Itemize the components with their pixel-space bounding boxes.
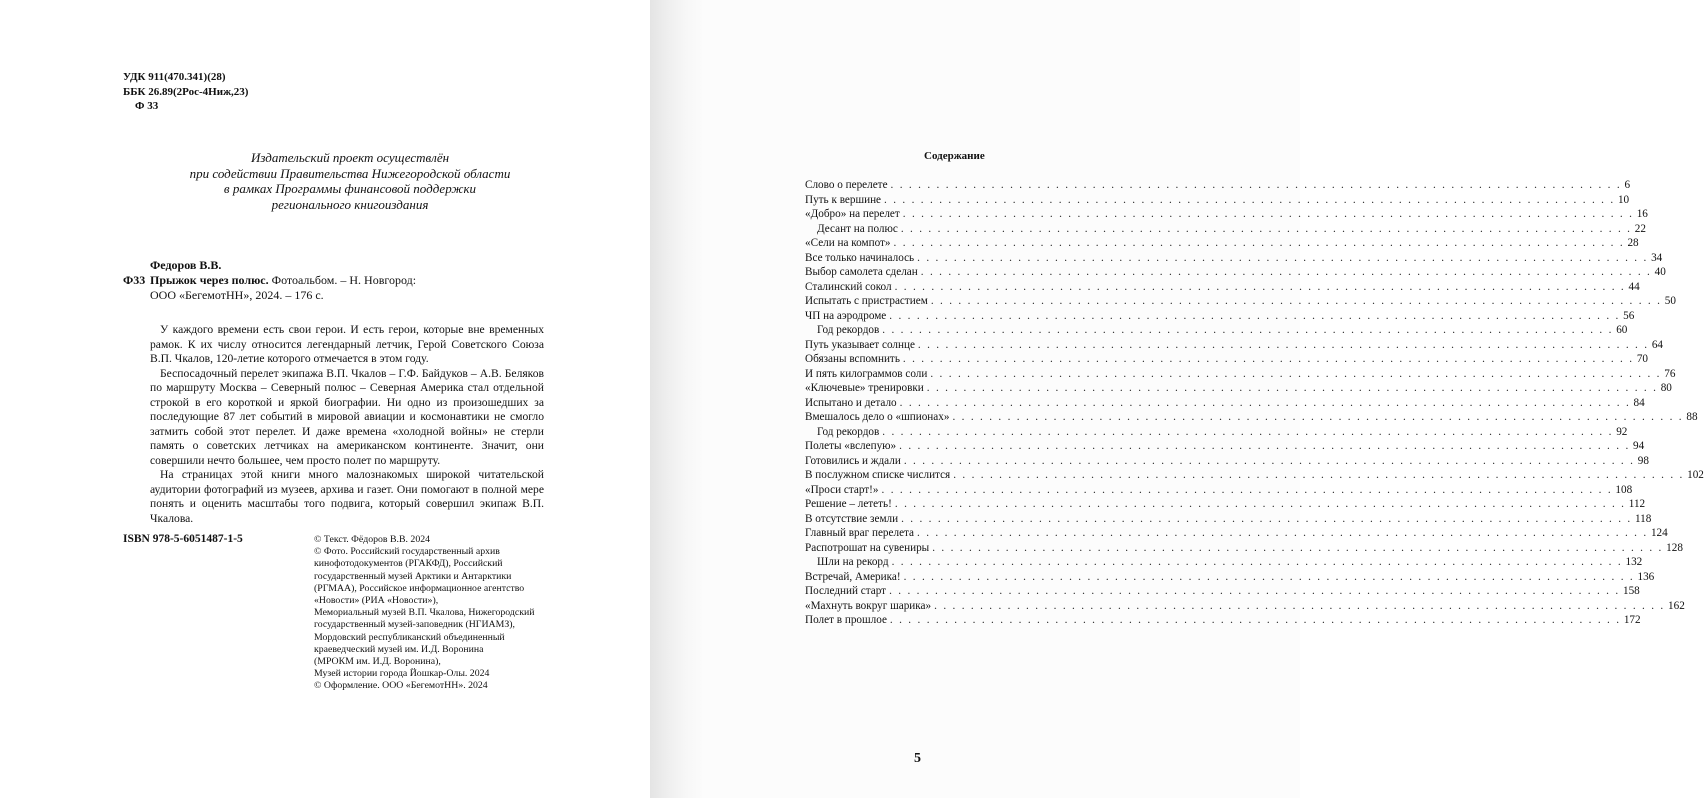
toc-leader-dots: . . . . . . . . . . . . . . . . . . . . . . . . . . . . . . . . . . . . . . . . . . . . . . . . . . . . . . . . . . . . . . . . . . . . . . . . . . . . . . . .	[917, 338, 1649, 351]
project-line: регионального книгоиздания	[271, 196, 429, 212]
toc-item-page: 22	[1634, 222, 1646, 235]
copyright-line: © Оформление. ООО «БегемотНН». 2024	[314, 680, 488, 692]
toc-item	[805, 294, 1676, 309]
toc-item-title: Испытано и детало	[805, 396, 897, 409]
table-of-contents	[805, 178, 1704, 628]
toc-leader-dots: . . . . . . . . . . . . . . . . . . . . . . . . . . . . . . . . . . . . . . . . . . . . . . . . . . . . . . . . . . . . . . . . . . . . . . . . . . . . . . . .	[882, 425, 1614, 438]
toc-item	[805, 367, 1676, 382]
toc-item	[805, 222, 1646, 237]
annotation	[150, 323, 544, 526]
toc-item-title: В отсутствие земли	[805, 512, 899, 525]
toc-item-page: 88	[1686, 411, 1698, 423]
toc-leader-dots: . . . . . . . . . . . . . . . . . . . . . . . . . . . . . . . . . . . . . . . . . . . . . . . . . . . . . . . . . . . . . . . . . . . . . . . . . . . . . . . .	[902, 208, 1634, 220]
toc-leader-dots: . . . . . . . . . . . . . . . . . . . . . . . . . . . . . . . . . . . . . . . . . . . . . . . . . . . . . . . . . . . . . . . . . . . . . . . . . . . . . . . .	[917, 251, 1649, 264]
toc-item	[805, 555, 1643, 570]
isbn: ISBN 978-5-6051487-1-5	[123, 533, 243, 545]
catalog-title: Прыжок через полюс.	[150, 273, 269, 287]
toc-item-page: 10	[1617, 193, 1630, 206]
toc-item-page: 50	[1664, 295, 1676, 307]
toc-item-title: Полеты «вслепую»	[805, 440, 897, 452]
toc-leader-dots: . . . . . . . . . . . . . . . . . . . . . . . . . . . . . . . . . . . . . . . . . . . . . . . . . . . . . . . . . . . . . . . . . . . . . . . . . . . . . . . .	[920, 266, 1652, 278]
copyright-line: государственный музей Арктики и Антарктики	[314, 570, 512, 582]
toc-leader-dots: . . . . . . . . . . . . . . . . . . . . . . . . . . . . . . . . . . . . . . . . . . . . . . . . . . . . . . . . . . . . . . . . . . . . . . . . . . . . . . . .	[899, 396, 1631, 409]
toc-item-page: 44	[1628, 280, 1640, 293]
toc-item-page: 28	[1627, 237, 1639, 249]
toc-item-title: ЧП на аэродроме	[805, 309, 887, 322]
toc-item-title: «Ключевые» тренировки	[805, 382, 924, 394]
toc-item-title: Последний старт	[805, 585, 887, 597]
author-mark: Ф 33	[135, 100, 159, 112]
toc-item	[805, 396, 1645, 411]
toc-leader-dots: . . . . . . . . . . . . . . . . . . . . . . . . . . . . . . . . . . . . . . . . . . . . . . . . . . . . . . . . . . . . . . . . . . . . . . . . . . . . . . . .	[881, 483, 1613, 496]
toc-leader-dots: . . . . . . . . . . . . . . . . . . . . . . . . . . . . . . . . . . . . . . . . . . . . . . . . . . . . . . . . . . . . . . . . . . . . . . . . . . . . . . . .	[894, 280, 1626, 293]
copyright-line: Мемориальный музей В.П. Чкалова, Нижегородский	[314, 607, 535, 619]
catalog-code: Ф33	[123, 273, 146, 287]
left-page	[0, 0, 650, 798]
toc-leader-dots: . . . . . . . . . . . . . . . . . . . . . . . . . . . . . . . . . . . . . . . . . . . . . . . . . . . . . . . . . . . . . . . . . . . . . . . . . . . . . . . .	[930, 367, 1662, 380]
toc-item	[805, 338, 1664, 353]
copyright-line: © Текст. Фёдоров В.В. 2024	[314, 534, 431, 545]
toc-item-page: 60	[1616, 324, 1628, 336]
toc-item	[805, 454, 1649, 469]
toc-item-page: 64	[1651, 338, 1664, 351]
toc-leader-dots: . . . . . . . . . . . . . . . . . . . . . . . . . . . . . . . . . . . . . . . . . . . . . . . . . . . . . . . . . . . . . . . . . . . . . . . . . . . . . . . .	[899, 440, 1631, 452]
toc-item	[805, 251, 1663, 266]
toc-leader-dots: . . . . . . . . . . . . . . . . . . . . . . . . . . . . . . . . . . . . . . . . . . . . . . . . . . . . . . . . . . . . . . . . . . . . . . . . . . . . . . . .	[932, 541, 1664, 554]
toc-item	[805, 265, 1666, 280]
toc-leader-dots: . . . . . . . . . . . . . . . . . . . . . . . . . . . . . . . . . . . . . . . . . . . . . . . . . . . . . . . . . . . . . . . . . . . . . . . . . . . . . . . .	[889, 585, 1620, 597]
toc-item-page: 162	[1668, 599, 1685, 612]
toc-item-title: Сталинский сокол	[805, 280, 892, 293]
copyright-line: Мордовский республиканский объединенный	[314, 631, 505, 643]
toc-item-title: Шли на рекорд	[817, 556, 889, 568]
toc-leader-dots: . . . . . . . . . . . . . . . . . . . . . . . . . . . . . . . . . . . . . . . . . . . . . . . . . . . . . . . . . . . . . . . . . . . . . . . . . . . . . . . .	[952, 411, 1684, 423]
catalog-title-text	[150, 273, 416, 288]
toc-item-page: 108	[1615, 483, 1633, 496]
toc-item-title: Испытать с пристрастием	[805, 295, 928, 307]
catalog-rest: Фотоальбом. – Н. Новгород:	[268, 273, 417, 287]
page-number: 5	[914, 751, 921, 766]
toc-leader-dots: . . . . . . . . . . . . . . . . . . . . . . . . . . . . . . . . . . . . . . . . . . . . . . . . . . . . . . . . . . . . . . . . . . . . . . . . . . . . . . . .	[930, 295, 1662, 307]
toc-item	[805, 309, 1635, 324]
copyright-line: кинофотодокументов (РГАКФД), Российский	[314, 558, 503, 570]
toc-item	[805, 570, 1655, 585]
catalog-publisher: ООО «БегемотНН», 2024. – 176 с.	[150, 288, 324, 302]
toc-item-page: 6	[1624, 179, 1631, 191]
toc-item-page: 76	[1664, 367, 1676, 380]
toc-item-page: 102	[1687, 469, 1704, 481]
copyright-line: (МРОКМ им. И.Д. Воронина),	[314, 656, 441, 668]
toc-item	[805, 483, 1633, 498]
toc-leader-dots: . . . . . . . . . . . . . . . . . . . . . . . . . . . . . . . . . . . . . . . . . . . . . . . . . . . . . . . . . . . . . . . . . . . . . . . . . . . . . . . .	[894, 498, 1626, 510]
toc-leader-dots: . . . . . . . . . . . . . . . . . . . . . . . . . . . . . . . . . . . . . . . . . . . . . . . . . . . . . . . . . . . . . . . . . . . . . . . . . . . . . . . .	[903, 454, 1635, 467]
toc-leader-dots: . . . . . . . . . . . . . . . . . . . . . . . . . . . . . . . . . . . . . . . . . . . . . . . . . . . . . . . . . . . . . . . . . . . . . . . . . . . . . . . .	[901, 512, 1632, 525]
toc-item-title: Обязаны вспомнить	[805, 353, 900, 365]
toc-item	[805, 236, 1639, 251]
contents-title: Содержание	[924, 150, 985, 162]
toc-item-page: 84	[1633, 396, 1645, 409]
catalog-author: Федоров В.В.	[150, 258, 222, 272]
toc-item-title: Вмешалось дело о «шпионах»	[805, 411, 950, 423]
toc-item	[805, 541, 1683, 556]
toc-item-title: Путь к вершине	[805, 193, 882, 206]
copyright-line: краеведческий музей им. И.Д. Воронина	[314, 643, 484, 655]
project-note	[150, 150, 550, 212]
toc-leader-dots: . . . . . . . . . . . . . . . . . . . . . . . . . . . . . . . . . . . . . . . . . . . . . . . . . . . . . . . . . . . . . . . . . . . . . . . . . . . . . . . .	[934, 599, 1666, 612]
page-gutter	[650, 0, 702, 798]
toc-item	[805, 425, 1628, 440]
toc-item-title: Десант на полюс	[817, 222, 898, 235]
toc-item	[805, 323, 1628, 338]
toc-item	[805, 410, 1698, 425]
toc-item-page: 136	[1637, 570, 1655, 583]
bbk-code: ББК 26.89(2Рос-4Ниж,23)	[123, 85, 249, 98]
toc-item-page: 94	[1633, 440, 1645, 452]
toc-item-page: 16	[1636, 208, 1648, 220]
toc-leader-dots: . . . . . . . . . . . . . . . . . . . . . . . . . . . . . . . . . . . . . . . . . . . . . . . . . . . . . . . . . . . . . . . . . . . . . . . . . . . . . . . .	[890, 179, 1622, 191]
toc-leader-dots: . . . . . . . . . . . . . . . . . . . . . . . . . . . . . . . . . . . . . . . . . . . . . . . . . . . . . . . . . . . . . . . . . . . . . . . . . . . . . . . .	[902, 353, 1634, 365]
toc-item-page: 56	[1623, 309, 1635, 322]
toc-item-title: Распотрошат на сувениры	[805, 541, 930, 554]
toc-item	[805, 599, 1685, 614]
toc-item-title: И пять килограммов соли	[805, 367, 928, 380]
toc-item-page: 34	[1651, 251, 1663, 264]
toc-item-title: Слово о перелете	[805, 179, 888, 191]
toc-item	[805, 468, 1704, 483]
toc-leader-dots: . . . . . . . . . . . . . . . . . . . . . . . . . . . . . . . . . . . . . . . . . . . . . . . . . . . . . . . . . . . . . . . . . . . . . . . . . . . . . . . .	[889, 614, 1621, 626]
toc-item-title: «Проси старт!»	[805, 483, 879, 496]
toc-leader-dots: . . . . . . . . . . . . . . . . . . . . . . . . . . . . . . . . . . . . . . . . . . . . . . . . . . . . . . . . . . . . . . . . . . . . . . . . . . . . . . . .	[903, 570, 1635, 583]
toc-item-title: Все только начиналось	[805, 251, 915, 264]
toc-item-page: 40	[1654, 266, 1666, 278]
toc-item-page: 70	[1636, 353, 1649, 365]
toc-item-title: «Сели на компот»	[805, 237, 891, 249]
toc-item-page: 172	[1623, 614, 1641, 626]
toc-leader-dots: . . . . . . . . . . . . . . . . . . . . . . . . . . . . . . . . . . . . . . . . . . . . . . . . . . . . . . . . . . . . . . . . . . . . . . . . . . . . . . . .	[884, 193, 1615, 206]
toc-item	[805, 193, 1630, 208]
catalog-title-row	[123, 273, 563, 288]
toc-item-page: 158	[1622, 585, 1640, 597]
project-line: при содействии Правительства Нижегородской области	[189, 165, 511, 181]
project-line: в рамках Программы финансовой поддержки	[223, 181, 477, 196]
toc-item	[805, 526, 1668, 541]
toc-item	[805, 439, 1645, 454]
toc-item	[805, 381, 1672, 396]
toc-item	[805, 207, 1648, 222]
udk-code: УДК 911(470.341)(28)	[123, 71, 226, 83]
toc-item-title: В послужном списке числится	[805, 469, 951, 481]
toc-item	[805, 280, 1640, 295]
toc-item-title: «Махнуть вокруг шарика»	[805, 599, 932, 612]
classification-codes	[123, 70, 248, 114]
copyright-line: © Фото. Российский государственный архив	[314, 546, 500, 558]
toc-item-page: 80	[1660, 382, 1672, 394]
toc-item-title: Решение – лететь!	[805, 498, 892, 510]
toc-leader-dots: . . . . . . . . . . . . . . . . . . . . . . . . . . . . . . . . . . . . . . . . . . . . . . . . . . . . . . . . . . . . . . . . . . . . . . . . . . . . . . . .	[891, 556, 1623, 568]
toc-item-page: 132	[1625, 556, 1643, 568]
copyright-block	[314, 534, 574, 693]
toc-item-title: Год рекордов	[817, 425, 880, 438]
toc-item	[805, 178, 1631, 193]
toc-leader-dots: . . . . . . . . . . . . . . . . . . . . . . . . . . . . . . . . . . . . . . . . . . . . . . . . . . . . . . . . . . . . . . . . . . . . . . . . . . . . . . . .	[882, 324, 1614, 336]
copyright-line: (РГМАА), Российское информационное агентство	[314, 582, 525, 594]
toc-item-page: 124	[1650, 527, 1668, 539]
toc-leader-dots: . . . . . . . . . . . . . . . . . . . . . . . . . . . . . . . . . . . . . . . . . . . . . . . . . . . . . . . . . . . . . . . . . . . . . . . . . . . . . . . .	[917, 527, 1648, 539]
copyright-line: государственный музей-заповедник (НГИАМЗ),	[314, 619, 515, 631]
catalog-record	[123, 258, 563, 303]
toc-item	[805, 584, 1640, 599]
toc-item-page: 118	[1635, 512, 1652, 525]
project-line: Издательский проект осуществлён	[250, 150, 450, 165]
toc-item	[805, 613, 1641, 628]
annotation-paragraph: У каждого времени есть свои герои. И есть герои, которые вне временных рамок. К их числу относится легендарный летчик, Герой Советского Союза В.П. Чкалов, 120-летие которого отмечается в этом году.	[150, 323, 544, 365]
toc-item-title: Год рекордов	[817, 324, 880, 336]
toc-leader-dots: . . . . . . . . . . . . . . . . . . . . . . . . . . . . . . . . . . . . . . . . . . . . . . . . . . . . . . . . . . . . . . . . . . . . . . . . . . . . . . . .	[926, 382, 1658, 394]
annotation-paragraph: На страницах этой книги много малознакомых широкой читательской аудитории фотографий из музеев, архива и газет. Они помогают в полной мере понять и оценить масштабы того подвига, который совершил экипаж В.П. Чкалова.	[150, 468, 544, 525]
copyright-line: Музей истории города Йошкар-Олы. 2024	[314, 668, 490, 680]
toc-leader-dots: . . . . . . . . . . . . . . . . . . . . . . . . . . . . . . . . . . . . . . . . . . . . . . . . . . . . . . . . . . . . . . . . . . . . . . . . . . . . . . . .	[900, 222, 1632, 235]
toc-item-page: 112	[1628, 498, 1646, 510]
toc-item-title: Полет в прошлое	[805, 614, 887, 626]
annotation-paragraph: Беспосадочный перелет экипажа В.П. Чкалов – Г.Ф. Байдуков – А.В. Беляков по маршруту Москва – Северный полюс – Северная Америка стал отдельной строкой в его короткой и яркой биографии. Ни одно из произошедших за последующие 87 лет событий в мировой авиации и космонавтики не смогло затмить собой этот перелет. И даже времена «холодной войны» не стерли память о советских летчиках на американском континенте. Значит, они совершили нечто большее, чем просто полет по маршруту.	[150, 366, 544, 467]
toc-leader-dots: . . . . . . . . . . . . . . . . . . . . . . . . . . . . . . . . . . . . . . . . . . . . . . . . . . . . . . . . . . . . . . . . . . . . . . . . . . . . . . . .	[889, 309, 1621, 322]
toc-item	[805, 512, 1652, 527]
toc-item-title: Выбор самолета сделан	[805, 266, 918, 278]
toc-item-page: 128	[1666, 541, 1683, 554]
toc-item-title: Главный враг перелета	[805, 527, 915, 539]
toc-item-page: 92	[1616, 425, 1628, 438]
copyright-line: «Новости» (РИА «Новости»),	[314, 595, 439, 607]
toc-leader-dots: . . . . . . . . . . . . . . . . . . . . . . . . . . . . . . . . . . . . . . . . . . . . . . . . . . . . . . . . . . . . . . . . . . . . . . . . . . . . . . . .	[953, 469, 1685, 481]
toc-item	[805, 352, 1649, 367]
toc-item-title: «Добро» на перелет	[805, 208, 900, 220]
toc-leader-dots: . . . . . . . . . . . . . . . . . . . . . . . . . . . . . . . . . . . . . . . . . . . . . . . . . . . . . . . . . . . . . . . . . . . . . . . . . . . . . . . .	[893, 237, 1625, 249]
toc-item	[805, 497, 1646, 512]
toc-item-title: Путь указывает солнце	[805, 338, 915, 351]
toc-item-page: 98	[1637, 454, 1649, 467]
toc-item-title: Встречай, Америка!	[805, 570, 901, 583]
toc-item-title: Готовились и ждали	[805, 454, 901, 467]
